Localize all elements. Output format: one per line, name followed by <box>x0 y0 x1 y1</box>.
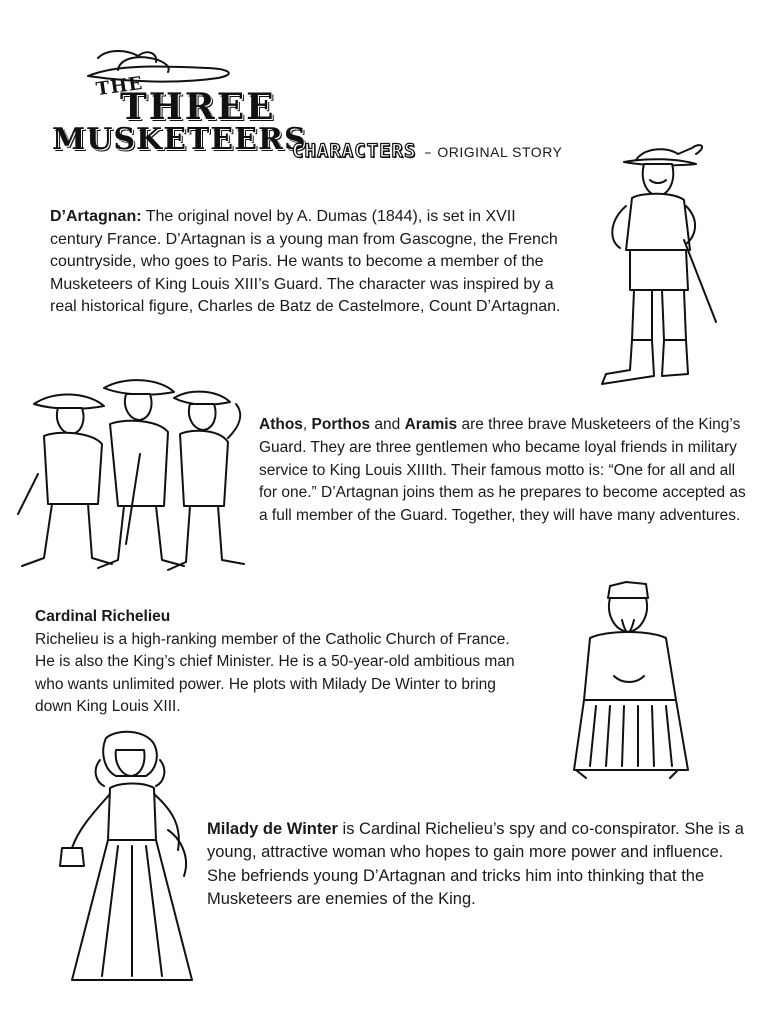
porthos-name: Porthos <box>311 416 371 433</box>
logo-the: THE <box>94 72 145 101</box>
dartagnan-paragraph <box>50 206 570 319</box>
milady-de-winter-illustration <box>58 730 204 990</box>
sep-1: , <box>302 416 312 433</box>
three-musketeers-illustration <box>14 374 250 576</box>
page-heading <box>292 140 562 162</box>
cardinal-richelieu-illustration <box>566 580 696 784</box>
richelieu-name: Cardinal Richelieu <box>35 608 171 625</box>
athos-name: Athos <box>259 416 303 433</box>
logo-musketeers: MUSKETEERS <box>52 122 307 157</box>
logo <box>48 46 307 164</box>
characters-title: CHARACTERS <box>292 140 417 162</box>
milady-text: is Cardinal Richelieu’s spy and co-conspirator. She is a young, attractive woman who hopes to gain more power and influence. She befriends young D’Artagnan and tricks him into thinking that the Musketeers are enemies of the King. <box>207 820 744 909</box>
aramis-name: Aramis <box>404 416 458 433</box>
logo-three: THREE <box>120 86 276 128</box>
richelieu-paragraph <box>35 606 525 719</box>
heading-dash: – <box>424 145 432 161</box>
milady-name: Milady de Winter <box>207 820 338 838</box>
heading-subtitle: ORIGINAL STORY <box>437 144 563 160</box>
dartagnan-name: D’Artagnan: <box>50 208 142 225</box>
sep-2: and <box>370 416 405 433</box>
richelieu-text: Richelieu is a high-ranking member of the Catholic Church of France. He is also the King’s chief Minister. He is a 50-year-old ambitious man who wants unlimited power. He plots with Milady De Winter to bring down King Louis XIII. <box>35 630 515 715</box>
milady-paragraph <box>207 818 752 912</box>
dartagnan-text: The original novel by A. Dumas (1844), is set in XVII century France. D’Artagnan is a young man from Gascogne, the French countryside, who goes to Paris. He wants to become a member of the Musketeers of King Louis XIII’s Guard. The character was inspired by a real historical figure, Charles de Batz de Castelmore, Count D’Artagnan. <box>50 208 561 315</box>
three-musketeers-paragraph <box>259 414 749 528</box>
three-musketeers-text: are three brave Musketeers of the King’s Guard. They are three gentlemen who became loyal friends in military service to King Louis XIIIth. Their famous motto is: “One for all and all for one.” D’Artagnan joins them as he prepares to become accepted as a full member of the Guard. Together, they will have many adventures. <box>259 416 746 525</box>
dartagnan-illustration <box>596 140 720 390</box>
